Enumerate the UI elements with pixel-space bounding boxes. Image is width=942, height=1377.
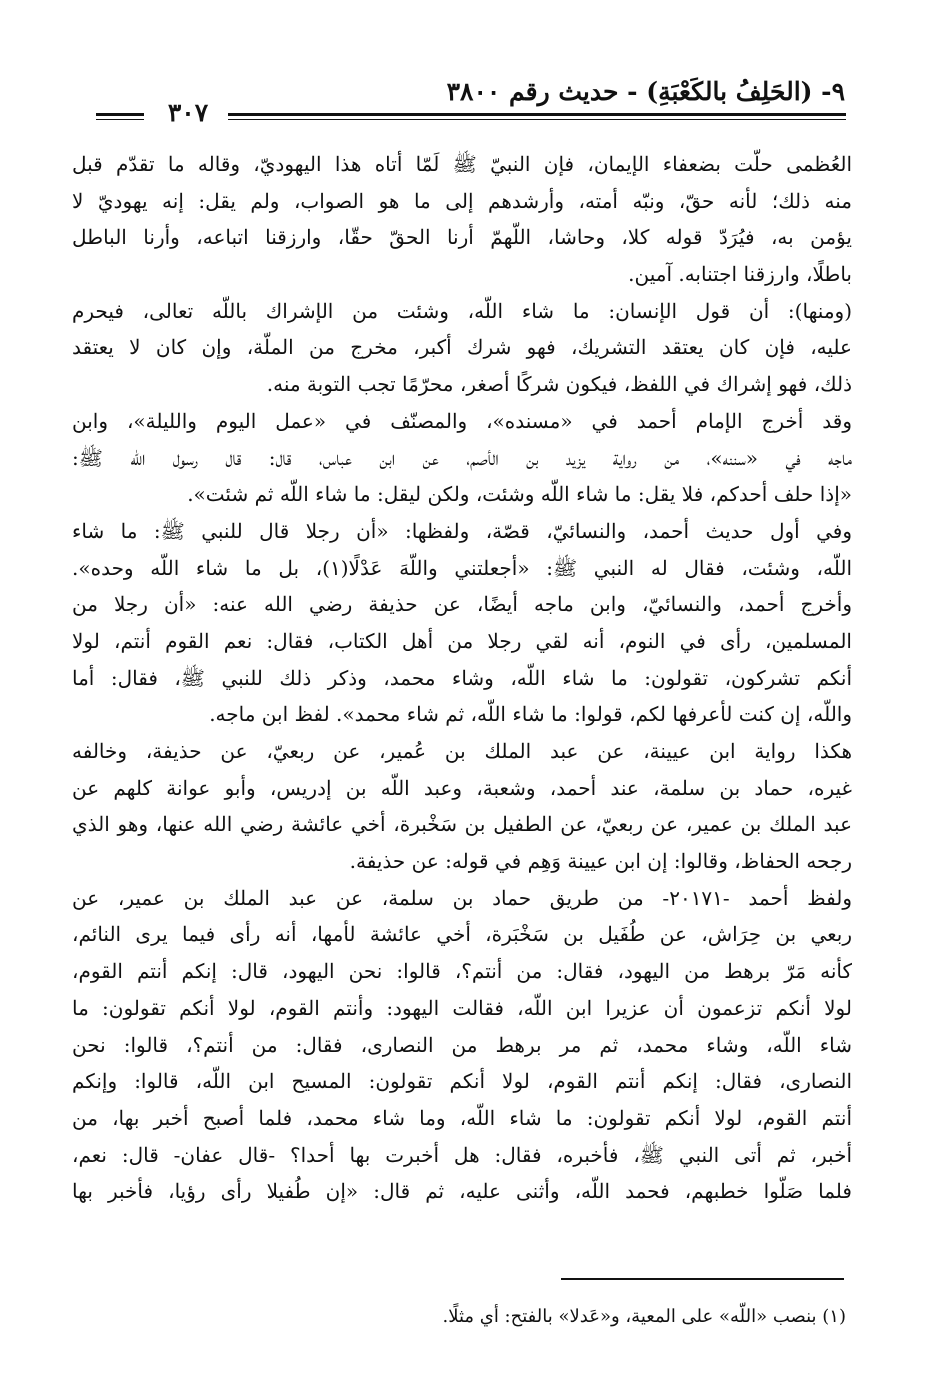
text-line: واللّه، إن كنت لأعرفها لكم، قولوا: ما شاء اللّه، ثم شاء محمد». لفظ ابن ماجه. <box>209 702 852 727</box>
text-line: كأنه مَرّ برهط من اليهود، فقال: من أنتم؟، قالوا: نحن اليهود، قال: إنكم أنتم القوم، <box>72 959 852 984</box>
text-line: ماجه في «سننه»، من رواية يزيد بن الأصم، عن ابن عباس، قال: قال رسول اللّه ﷺ: <box>72 445 852 470</box>
text-line: وفي أول حديث أحمد، والنسائيّ، قصّة، ولفظها: «أن رجلا قال للنبي ﷺ: ما شاء <box>72 518 852 543</box>
running-head-title: ٩- (الحَلِفُ بالكَعْبَةِ) - حديث رقم ٣٨٠٠ <box>446 77 845 106</box>
footnote: (١) بنصب «اللّه» على المعية، و«عَدلا» بالفتح: أي مثلًا. <box>442 1306 846 1327</box>
header-rule-left <box>96 113 144 120</box>
text-line: شاء اللّه، وشاء محمد، ثم مر برهط من النصارى، فقال: من أنتم؟، قالوا: نحن <box>72 1032 852 1057</box>
body-text <box>72 146 852 1210</box>
text-line: ولفظ أحمد -٢٠١٧١- من طريق حماد بن سلمة، عن عبد الملك بن عمير، عن <box>72 885 852 910</box>
page-number: ٣٠٧ <box>167 98 209 127</box>
text-line: النصارى، فقال: إنكم أنتم القوم، لولا أنكم تقولون: المسيح ابن اللّه، قالوا: وإنكم <box>72 1069 852 1094</box>
header-rule-right <box>228 113 846 120</box>
text-line: ذلك، فهو إشراك في اللفظ، فيكون شركًا أصغر، محرّمًا تجب التوبة منه. <box>266 372 852 397</box>
text-line: وأخرج أحمد، والنسائيّ، وابن ماجه أيضًا، عن حذيفة رضي الله عنه: «أن رجلا من <box>72 592 852 617</box>
text-line: رجحه الحفاظ، وقالوا: إن ابن عيينة وَهِم في قوله: عن حذيفة. <box>349 849 852 874</box>
text-line: عليه، فإن كان يعتقد التشريك، فهو شرك أكبر، مخرج من الملّة، وإن كان لا يعتقد <box>72 335 852 360</box>
footnote-separator <box>561 1278 844 1280</box>
text-line: أخبر، ثم أتى النبي ﷺ، فأخبره، فقال: هل أخبرت بها أحدا؟ -قال عفان- قال: نعم، <box>72 1142 852 1167</box>
text-line: ربعي بن حِرَاش، عن طُفَيل بن سَخْبَرة، أخي عائشة لأمها، أنه رأى فيما يرى النائم، <box>72 922 852 947</box>
text-line: (ومنها): أن قول الإنسان: ما شاء اللّه، وشئت من الإشراك باللّه تعالى، فيحرم <box>72 298 852 323</box>
text-line: يؤمن به، فيُرَدّ قوله كلا، وحاشا، اللّهمّ أرنا الحقّ حقّا، وارزقنا اتباعه، وأرنا الباطل <box>72 225 852 250</box>
text-line: اللّه، وشئت، فقال له النبي ﷺ: «أجعلتني واللّهَ عَدْلًا(١)، بل ما شاء اللّه وحده». <box>72 555 852 580</box>
text-line: باطلًا، وارزقنا اجتنابه. آمين. <box>628 262 852 287</box>
text-line: أنكم تشركون، تقولون: ما شاء اللّه، وشاء محمد، وذكر ذلك للنبي ﷺ، فقال: أما <box>72 665 852 690</box>
text-line: غيره، حماد بن سلمة، عند أحمد، وشعبة، وعبد اللّه بن إدريس، وأبو عوانة كلهم عن <box>72 775 852 800</box>
text-line: هكذا رواية ابن عيينة، عن عبد الملك بن عُمير، عن ربعيّ، عن حذيفة، وخالفه <box>72 739 852 763</box>
text-line: وقد أخرج الإمام أحمد في «مسنده»، والمصنّف في «عمل اليوم والليلة»، وابن <box>72 408 852 433</box>
text-line: أنتم القوم، لولا أنكم تقولون: ما شاء اللّه، وما شاء محمد، فلما أصبح أخبر بها، من <box>72 1105 852 1130</box>
text-line: «إذا حلف أحدكم، فلا يقل: ما شاء اللّه وشئت، ولكن ليقل: ما شاء اللّه ثم شئت». <box>187 482 852 507</box>
text-line: المسلمين، رأى في النوم، أنه لقي رجلا من أهل الكتاب، فقال: نعم القوم أنتم، لولا <box>72 628 852 653</box>
text-line: العُظمى حلّت بضعفاء الإيمان، فإن النبيّ ﷺ لَمّا أتاه هذا اليهوديّ، وقاله ما تقدّم قبل <box>72 152 852 176</box>
text-line: فلما صَلّوا خطبهم، فحمد اللّه، وأثنى عليه، ثم قال: «إن طُفيلا رأى رؤيا، فأخبر بها <box>72 1179 852 1204</box>
text-line: عبد الملك بن عمير، عن ربعيّ، عن الطفيل بن سَخْبرة، أخي عائشة رضي الله عنها، وهو الذي <box>72 812 852 837</box>
text-line: منه ذلك؛ لأنه حقّ، ونبّه أمته، وأرشدهم إلى ما هو الصواب، ولم يقل: إنه يهوديّ لا <box>72 188 852 213</box>
text-line: لولا أنكم تزعمون أن عزيرا ابن اللّه، فقالت اليهود: وأنتم القوم، لولا أنكم تقولون: ما <box>72 995 852 1020</box>
